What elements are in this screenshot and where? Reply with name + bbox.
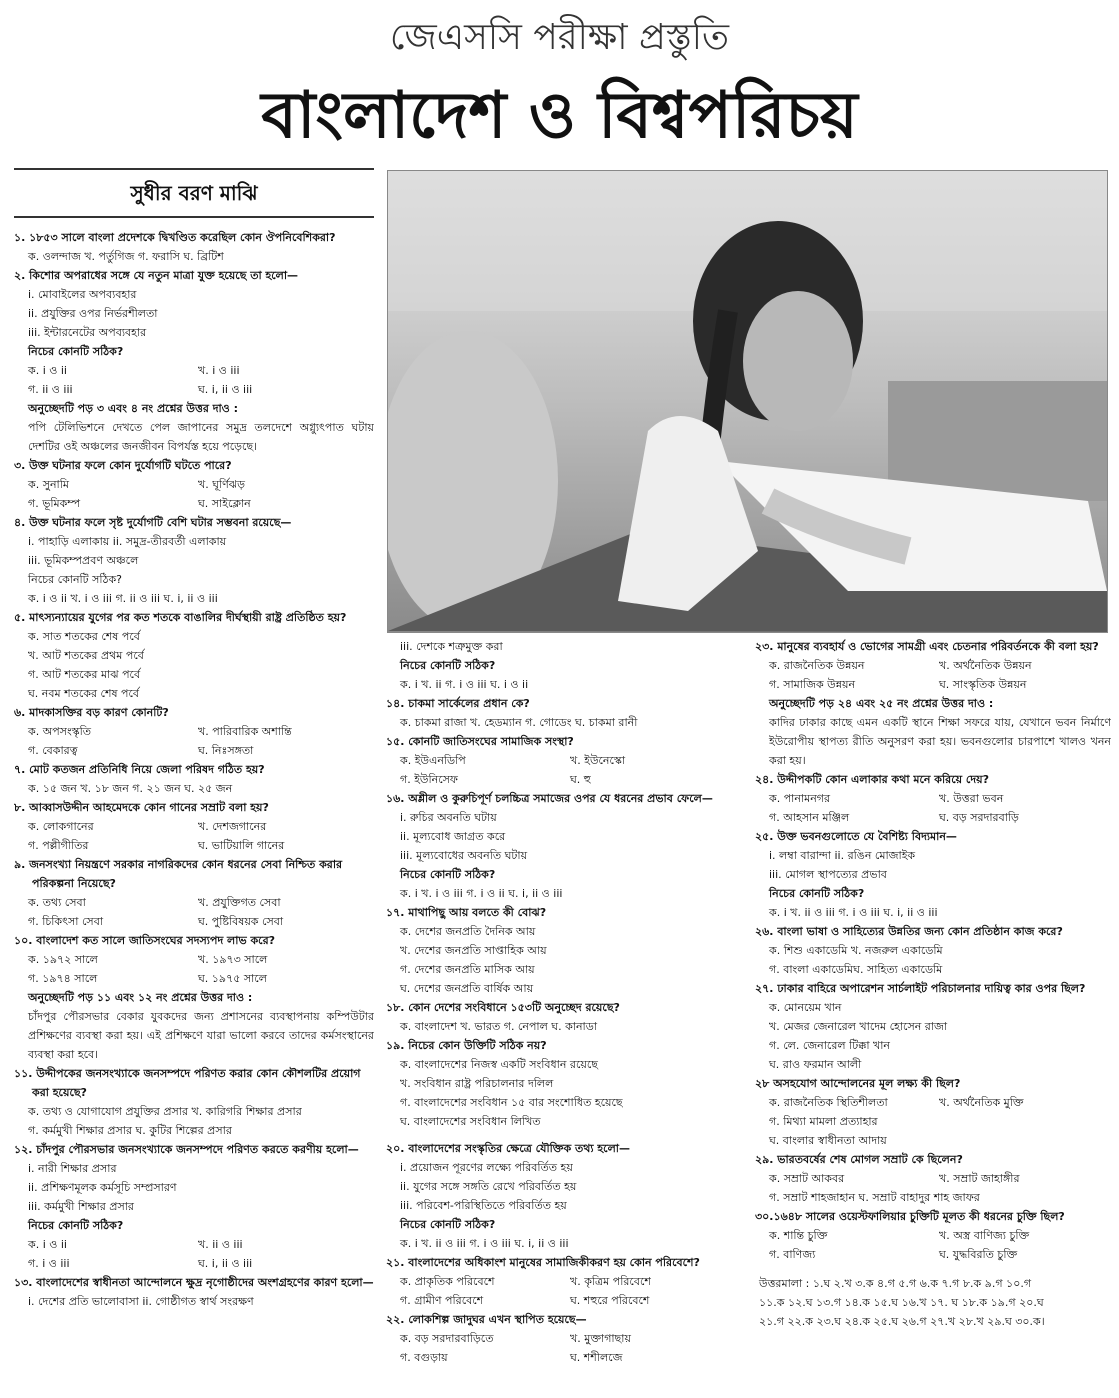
answer-option-row <box>14 494 374 513</box>
answer-key <box>755 1274 1111 1331</box>
answer-option: iii. পরিবেশ-পরিস্থিতিতে পরিবর্তিত হয় <box>400 1199 567 1212</box>
question: ১৯. নিচের কোন উক্তিটি সঠিক নয়? <box>386 1039 547 1052</box>
answer-option: গ. বাংলা একাডেমিঘ. সাহিত্য একাডেমি <box>769 963 943 976</box>
answer-option: গ. ii ও iii <box>28 383 73 396</box>
answer-option: গ. কর্মমুখী শিক্ষার প্রসার ঘ. কুটির শিল্পের প্রসার <box>28 1124 232 1137</box>
question: ১১. উদ্দীপকের জনসংখ্যাকে জনসম্পদে পরিণত করার কোন কৌশলটির প্রয়োগ করা হয়েছে? <box>14 1067 361 1099</box>
instruction: অনুচ্ছেদটি পড় ৩ এবং ৪ নং প্রশ্নের উত্তর দাও : <box>28 402 239 415</box>
answer-option: ক. i ও ii <box>28 364 67 377</box>
question: ২৭. ঢাকার বাহিরে অপারেশন সার্চলাইট পরিচালনার দায়িত্ব কার ওপর ছিল? <box>755 982 1086 995</box>
answer-option: ক. i খ. ii ও iii গ. i ও iii ঘ. i, ii ও iii <box>400 1237 569 1250</box>
answer-option: ক. পানামনগর <box>769 792 831 805</box>
answer-option: ঘ. হু <box>570 773 591 786</box>
answer-option: i. নারী শিক্ষার প্রসার <box>28 1162 117 1175</box>
answer-option: i. পাহাড়ি এলাকায় ii. সমুদ্র-তীরবর্তী এলাকায় <box>28 535 227 548</box>
instruction: অনুচ্ছেদটি পড় ২৪ এবং ২৫ নং প্রশ্নের উত্তর দাও : <box>769 697 994 710</box>
answer-option: খ. অস্ত্র বাণিজ্য চুক্তি <box>939 1229 1030 1242</box>
answer-option: গ. আট শতকের মাঝ পর্বে <box>28 668 141 681</box>
answer-option: ক. বাংলাদেশ খ. ভারত গ. নেপাল ঘ. কানাডা <box>400 1020 598 1033</box>
answer-option: iii. মূল্যবোধের অবনতি ঘটায় <box>400 849 528 862</box>
question: ১৭. মাথাপিছু আয় বলতে কী বোঝ? <box>386 906 547 919</box>
question: ১০. বাংলাদেশ কত সালে জাতিসংঘের সদস্যপদ লাভ করে? <box>14 934 276 947</box>
answer-option: ঘ. নবম শতকের শেষ পর্বে <box>28 687 140 700</box>
answer-option: ঘ. সাইক্লোন <box>198 497 251 510</box>
answer-option: ঘ. নিঃসঙ্গতা <box>198 744 254 757</box>
answer-key-line: ২১.গ ২২.ক ২৩.ঘ ২৪.ক ২৫.ঘ ২৬.গ ২৭.খ ২৮.খ ২৯.ঘ ৩০.ক। <box>759 1315 1045 1328</box>
answer-option-row <box>14 836 374 855</box>
answer-option: i. প্রয়োজন পূরণের লক্ষ্যে পরিবর্তিত হয় <box>400 1161 573 1174</box>
question: ১২. চাঁদপুর পৌরসভার জনসংখ্যাকে জনসম্পদে পরিণত করতে করণীয় হলো— <box>14 1143 359 1156</box>
answer-option: ii. যুগের সঙ্গে সঙ্গতি রেখে পরিবর্তিত হয় <box>400 1180 577 1193</box>
instruction: নিচের কোনটি সঠিক? <box>400 1218 496 1231</box>
answer-option: ক. রাজনৈতিক উন্নয়ন <box>769 659 865 672</box>
question: ৩. উক্ত ঘটনার ফলে কোন দুর্যোগটি ঘটতে পারে? <box>14 459 232 472</box>
answer-option: খ. i ও iii <box>198 364 240 377</box>
answer-option: খ. অর্থনৈতিক মুক্তি <box>939 1096 1024 1109</box>
answer-option: i. মোবাইলের অপব্যবহার <box>28 288 137 301</box>
answer-option: গ. গ্রামীণ পরিবেশে <box>400 1294 484 1307</box>
answer-option: গ. বেকারত্ব <box>28 744 78 757</box>
answer-option: গ. দেশের জনপ্রতি মাসিক আয় <box>400 963 535 976</box>
question: ২. কিশোর অপরাধের সঙ্গে যে নতুন মাত্রা যুক্ত হয়েছে তা হলো— <box>14 269 299 282</box>
answer-option: গ. মিথ্যা মামলা প্রত্যাহার <box>769 1115 878 1128</box>
answer-option: ক. ইউএনডিপি <box>400 754 466 767</box>
answer-option: ঘ. যুদ্ধবিরতি চুক্তি <box>939 1248 1018 1261</box>
question: ২৯. ভারতবর্ষের শেষ মোগল সম্রাট কে ছিলেন? <box>755 1153 963 1166</box>
question: ৯. জনসংখ্যা নিয়ন্ত্রণে সরকার নাগরিকদের কোন ধরনের সেবা নিশ্চিত করার পরিকল্পনা নিয়েছে? <box>14 858 343 890</box>
answer-option: নিচের কোনটি সঠিক? <box>28 573 122 586</box>
answer-option: ক. বাংলাদেশের নিজস্ব একটি সংবিধান রয়েছে <box>400 1058 598 1071</box>
answer-option: গ. লে. জেনারেল টিক্কা খান <box>769 1039 890 1052</box>
answer-option: ঘ. দেশের জনপ্রতি বার্ষিক আয় <box>400 982 534 995</box>
answer-option-row <box>755 656 1111 675</box>
answer-option: গ. চিকিৎসা সেবা <box>28 915 104 928</box>
answer-option-row <box>755 1245 1111 1264</box>
question: ২৬. বাংলা ভাষা ও সাহিত্যের উন্নতির জন্য কোন প্রতিষ্ঠান কাজ করে? <box>755 925 1063 938</box>
answer-option: গ. সামাজিক উন্নয়ন <box>769 678 856 691</box>
answer-option: iii. ভূমিকম্পপ্রবণ অঞ্চলে <box>28 554 139 567</box>
column-3 <box>755 637 1111 1397</box>
question-list-1 <box>14 228 374 1311</box>
answer-option: খ. মেজর জেনারেল খাদেম হোসেন রাজা <box>769 1020 948 1033</box>
answer-option-row <box>14 722 374 741</box>
answer-option-row <box>755 808 1111 827</box>
answer-option-row <box>14 1235 374 1254</box>
passage: কাদির ঢাকার কাছে এমন একটি স্থানে শিক্ষা সফরে যায়, যেখানে ভবন নির্মাণে ইউরোপীয় স্থাপত্য রীতি অনুসরণ করা হয়। ভবনগুলোর চারপাশে খালও খনন করা হয়। <box>769 716 1111 767</box>
question: ১৪. চাকমা সার্কেলের প্রধান কে? <box>386 697 530 710</box>
question-list-2 <box>386 637 742 1367</box>
supertitle: জেএসসি পরীক্ষা প্রস্তুতি <box>389 17 730 58</box>
answer-option-row <box>386 751 742 770</box>
answer-option-row <box>386 1329 742 1348</box>
answer-option: i. দেশের প্রতি ভালোবাসা ii. গোষ্ঠীগত স্বার্থ সংরক্ষণ <box>28 1295 254 1308</box>
answer-option: খ. ঘূর্ণিঝড় <box>198 478 245 491</box>
answer-option: iii. ইন্টারনেটের অপব্যবহার <box>28 326 147 339</box>
answer-option: ক. শান্তি চুক্তি <box>769 1229 828 1242</box>
question: ২২. লোকশিল্প জাদুঘর এখন স্থাপিত হয়েছে— <box>386 1313 587 1326</box>
answer-option: iii. দেশকে শত্রুমুক্ত করা <box>400 640 503 653</box>
answer-option: ক. শিশু একাডেমি খ. নজরুল একাডেমি <box>769 944 943 957</box>
answer-option: গ. আহসান মঞ্জিল <box>769 811 850 824</box>
answer-option-row <box>14 912 374 931</box>
page-title: বাংলাদেশ ও বিশ্বপরিচয় <box>261 78 858 153</box>
question: ২০. বাংলাদেশের সংস্কৃতির ক্ষেত্রে যৌক্তিক তথ্য হলো— <box>386 1142 630 1155</box>
answer-option: খ. আট শতকের প্রথম পর্বে <box>28 649 144 662</box>
answer-option-row <box>755 675 1111 694</box>
answer-option: খ. সংবিধান রাষ্ট্র পরিচালনার দলিল <box>400 1077 554 1090</box>
question: ২৮ অসহযোগ আন্দোলনের মূল লক্ষ্য কী ছিল? <box>755 1077 961 1090</box>
answer-option: ঘ. i, ii ও iii <box>198 383 253 396</box>
instruction: নিচের কোনটি সঠিক? <box>28 345 124 358</box>
answer-option: ক. সাত শতকের শেষ পর্বে <box>28 630 140 643</box>
answer-option-row <box>755 1226 1111 1245</box>
answer-option: ক. সুনামি <box>28 478 69 491</box>
answer-option: ক. দেশের জনপ্রতি দৈনিক আয় <box>400 925 536 938</box>
question: ১৩. বাংলাদেশের স্বাধীনতা আন্দোলনে ক্ষুদ্র নৃগোষ্ঠীদের অংশগ্রহণের কারণ হলো— <box>14 1276 374 1289</box>
question: ৫. মাৎস্যন্যায়ের যুগের পর কত শতকে বাঙালির দীর্ঘস্থায়ী রাষ্ট্র প্রতিষ্ঠিত হয়? <box>14 611 347 624</box>
answer-option: ক. অপসংস্কৃতি <box>28 725 92 738</box>
answer-option: i. লম্বা বারান্দা ii. রঙিন মোজাইক <box>769 849 916 862</box>
answer-option: ক. i খ. ii ও iii গ. i ও iii ঘ. i, ii ও iii <box>769 906 938 919</box>
answer-option-row <box>386 1291 742 1310</box>
answer-option: গ. বগুড়ায় <box>400 1351 448 1364</box>
answer-option-row <box>14 475 374 494</box>
answer-option-row <box>14 380 374 399</box>
answer-option: ঘ. শহুরে পরিবেশে <box>570 1294 650 1307</box>
author-byline: সুধীর বরণ মাঝি <box>14 168 374 218</box>
question: ২৫. উক্ত ভবনগুলোতে যে বৈশিষ্ট্য বিদ্যমান— <box>755 830 957 843</box>
question: ১৮. কোন দেশের সংবিধানে ১৫৩টি অনুচ্ছেদ রয়েছে? <box>386 1001 620 1014</box>
answer-option: খ. উত্তরা ভবন <box>939 792 1004 805</box>
answer-option: খ. কৃত্রিম পরিবেশে <box>570 1275 651 1288</box>
column-1 <box>14 168 374 1396</box>
answer-option: গ. ইউনিসেফ <box>400 773 458 786</box>
answer-option: ক. সম্রাট আকবর <box>769 1172 845 1185</box>
question: ২৪. উদ্দীপকটি কোন এলাকার কথা মনে করিয়ে দেয়? <box>755 773 990 786</box>
answer-option: ক. প্রাকৃতিক পরিবেশে <box>400 1275 495 1288</box>
instruction: নিচের কোনটি সঠিক? <box>400 659 496 672</box>
spacer <box>386 1131 742 1139</box>
column-2 <box>386 637 742 1397</box>
answer-key-line: উত্তরমালা : ১.ঘ ২.খ ৩.ক ৪.গ ৫.গ ৬.ক ৭.গ ৮.ক ৯.গ ১০.গ <box>759 1277 1032 1290</box>
answer-option: iii. কর্মমুখী শিক্ষার প্রসার <box>28 1200 134 1213</box>
answer-option: ক. ওলন্দাজ খ. পর্তুগিজ গ. ফরাসি ঘ. ব্রিটিশ <box>28 250 224 263</box>
answer-option: ক. তথ্য ও যোগাযোগ প্রযুক্তির প্রসার খ. কারিগরি শিক্ষার প্রসার <box>28 1105 302 1118</box>
answer-option: গ. বাণিজ্য <box>769 1248 816 1261</box>
answer-option: খ. দেশজগানের <box>198 820 267 833</box>
passage: চাঁদপুর পৌরসভার বেকার যুবকদের জন্য প্রশাসনের ব্যবস্থাপনায় কম্পিউটার প্রশিক্ষণের ব্যবস্থা করা হয়। এই প্রশিক্ষণে যারা ভালো করবে তাদের কর্মসংস্থানের ব্যবস্থা করা হবে। <box>28 1010 374 1061</box>
answer-option-row <box>14 817 374 836</box>
answer-option-row <box>755 1169 1111 1188</box>
answer-option-row <box>386 1272 742 1291</box>
answer-option-row <box>14 969 374 988</box>
question: ৭. মোট কতজন প্রতিনিধি নিয়ে জেলা পরিষদ গঠিত হয়? <box>14 763 265 776</box>
answer-option: ঘ. শশীলজে <box>570 1351 623 1364</box>
answer-option-row <box>755 1093 1111 1112</box>
question: ২৩. মানুষের ব্যবহার্য ও ভোগের সামগ্রী এবং চেতনার পরিবর্তনকে কী বলা হয়? <box>755 640 1099 653</box>
answer-option: ঘ. পুষ্টিবিষয়ক সেবা <box>198 915 284 928</box>
answer-option: ক. তথ্য সেবা <box>28 896 86 909</box>
answer-option: ক. ১৯৭২ সালে <box>28 953 98 966</box>
answer-option: ঘ. ভাটিয়ালি গানের <box>198 839 285 852</box>
answer-option-row <box>14 893 374 912</box>
answer-option: গ. i ও iii <box>28 1257 70 1270</box>
answer-option: ক. চাকমা রাজা খ. হেডম্যান গ. গোডেং ঘ. চাকমা রানী <box>400 716 638 729</box>
instruction: নিচের কোনটি সঠিক? <box>769 887 865 900</box>
answer-option: ক. রাজনৈতিক স্থিতিশীলতা <box>769 1096 888 1109</box>
answer-option: iii. মোগল স্থাপত্যের প্রভাব <box>769 868 887 881</box>
answer-option: ক. মোনয়েম খান <box>769 1001 842 1014</box>
answer-option: ক. ১৫ জন খ. ১৮ জন গ. ২১ জন ঘ. ২৫ জন <box>28 782 233 795</box>
answer-option: খ. পারিবারিক অশান্তি <box>198 725 292 738</box>
answer-option: ii. মূল্যবোধ জাগ্রত করে <box>400 830 506 843</box>
answer-option: গ. ১৯৭৪ সালে <box>28 972 98 985</box>
answer-option-row <box>386 1348 742 1367</box>
answer-option: ক. i ও ii <box>28 1238 67 1251</box>
answer-option: ক. বড় সরদারবাড়িতে <box>400 1332 494 1345</box>
answer-option: ক. লোকগানের <box>28 820 94 833</box>
question: ৪. উক্ত ঘটনার ফলে সৃষ্ট দুর্যোগটি বেশি ঘটার সম্ভবনা রয়েছে— <box>14 516 292 529</box>
answer-option: খ. প্রযুক্তিগত সেবা <box>198 896 281 909</box>
answer-option: খ. ইউনেস্কো <box>570 754 626 767</box>
question: ৩০.১৬৪৮ সালের ওয়েস্টফালিয়ার চুক্তিটি মূলত কী ধরনের চুক্তি ছিল? <box>755 1210 1065 1223</box>
answer-option: ঘ. বাংলার স্বাধীনতা আদায় <box>769 1134 887 1147</box>
answer-option: খ. দেশের জনপ্রতি সাপ্তাহিক আয় <box>400 944 547 957</box>
question: ৮. আব্বাসউদ্দীন আহমেদকে কোন গানের সম্রাট বলা হয়? <box>14 801 269 814</box>
exam-student-photo <box>387 170 1108 633</box>
question: ১৬. অশ্লীল ও কুরুচিপূর্ণ চলচ্চিত্র সমাজের ওপর যে ধরনের প্রভাব ফেলে— <box>386 792 713 805</box>
answer-option: গ. পল্লীগীতির <box>28 839 89 852</box>
instruction: নিচের কোনটি সঠিক? <box>28 1219 124 1232</box>
answer-option: গ. ভূমিকম্প <box>28 497 81 510</box>
instruction: নিচের কোনটি সঠিক? <box>400 868 496 881</box>
answer-option: খ. অর্থনৈতিক উন্নয়ন <box>939 659 1032 672</box>
answer-option: খ. ১৯৭৩ সালে <box>198 953 268 966</box>
answer-option: ঘ. i, ii ও iii <box>198 1257 253 1270</box>
answer-option: গ. সম্রাট শাহজাহান ঘ. সম্রাট বাহাদুর শাহ জাফর <box>769 1191 980 1204</box>
answer-option-row <box>14 361 374 380</box>
passage: পপি টেলিভিশনে দেখতে পেল জাপানের সমুদ্র তলদেশে অগ্ন্যুৎপাত ঘটায় দেশটির ওই অঞ্চলের জনজীবন বিপর্যস্ত হয়ে পড়েছে। <box>28 421 374 453</box>
question: ৬. মাদকাসক্তির বড় কারণ কোনটি? <box>14 706 169 719</box>
instruction: অনুচ্ছেদটি পড় ১১ এবং ১২ নং প্রশ্নের উত্তর দাও : <box>28 991 253 1004</box>
answer-option: খ. ii ও iii <box>198 1238 243 1251</box>
answer-option: গ. বাংলাদেশের সংবিধান ১৫ বার সংশোধিত হয়েছে <box>400 1096 623 1109</box>
answer-option: ক. i খ. i ও iii গ. i ও ii ঘ. i, ii ও iii <box>400 887 563 900</box>
answer-option: ঘ. বড় সরদারবাড়ি <box>939 811 1019 824</box>
question: ১. ১৮৫৩ সালে বাংলা প্রদেশকে দ্বিখণ্ডিত করেছিল কোন ঔপনিবেশিকরা? <box>14 231 336 244</box>
answer-option-row <box>755 789 1111 808</box>
answer-option-row <box>386 770 742 789</box>
question: ১৫. কোনটি জাতিসংঘের সামাজিক সংস্থা? <box>386 735 574 748</box>
answer-option: ii. প্রশিক্ষণমূলক কর্মসূচি সম্প্রসারণ <box>28 1181 177 1194</box>
answer-option: ঘ. রাও ফরমান আলী <box>769 1058 862 1071</box>
question: ২১. বাংলাদেশের অধিকাংশ মানুষের সামাজিকীকরণ হয় কোন পরিবেশে? <box>386 1256 700 1269</box>
answer-option: খ. মুক্তাগাছায় <box>570 1332 631 1345</box>
answer-option: ঘ. বাংলাদেশের সংবিধান লিখিত <box>400 1115 541 1128</box>
answer-option: ii. প্রযুক্তির ওপর নির্ভরশীলতা <box>28 307 158 320</box>
answer-option-row <box>14 741 374 760</box>
answer-key-line: ১১.ক ১২.ঘ ১৩.গ ১৪.ক ১৫.ঘ ১৬.খ ১৭. ঘ ১৮.ক ১৯.গ ২০.ঘ <box>759 1296 1044 1309</box>
question-list-3 <box>755 637 1111 1264</box>
answer-option-row <box>14 950 374 969</box>
answer-option: ঘ. সাংস্কৃতিক উন্নয়ন <box>939 678 1027 691</box>
answer-option: ঘ. ১৯৭৫ সালে <box>198 972 267 985</box>
answer-option-row <box>14 1254 374 1273</box>
answer-option: ক. i খ. ii গ. i ও iii ঘ. i ও ii <box>400 678 529 691</box>
answer-option: খ. সম্রাট জাহাঙ্গীর <box>939 1172 1020 1185</box>
answer-option: i. রুচির অবনতি ঘটায় <box>400 811 497 824</box>
answer-option: ক. i ও ii খ. i ও iii গ. ii ও iii ঘ. i, ii ও iii <box>28 592 218 605</box>
